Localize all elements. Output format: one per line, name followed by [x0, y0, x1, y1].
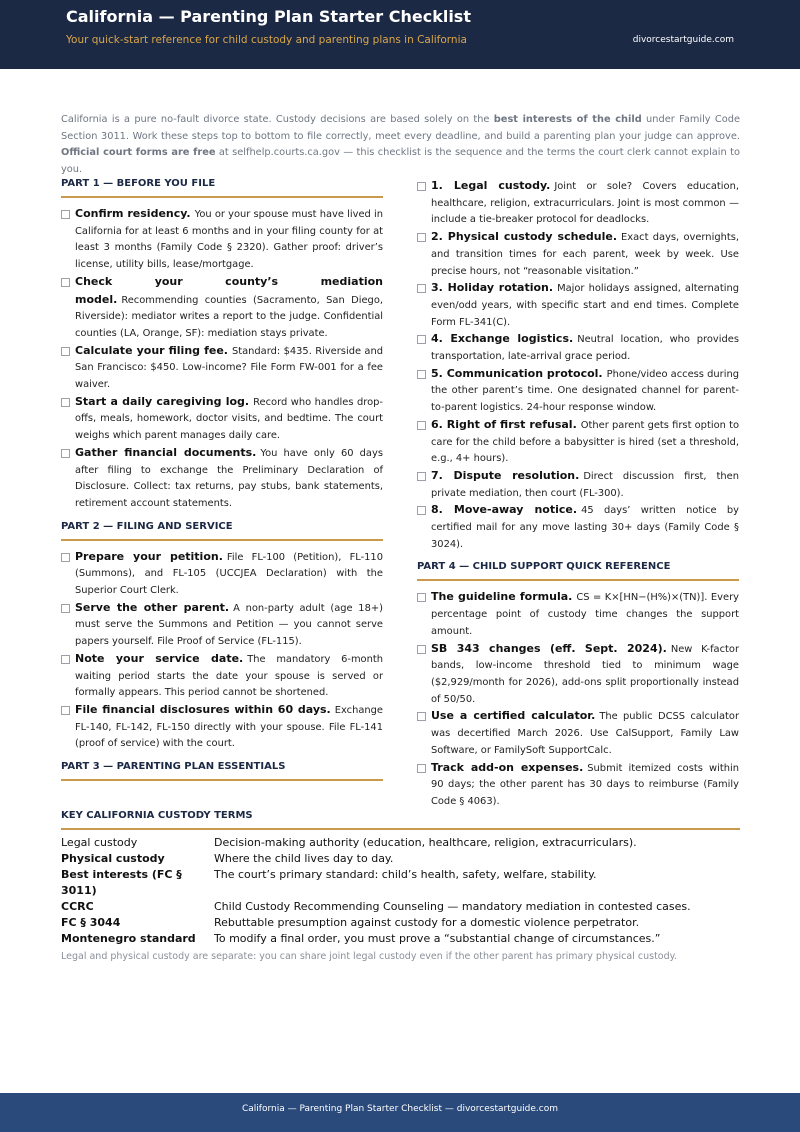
checklist-item-title: 3. Holiday rotation. — [431, 281, 554, 295]
checkbox[interactable] — [417, 421, 426, 430]
term-definition: Where the child lives day to day. — [214, 852, 394, 865]
checklist-item-title: File financial disclosures within 60 days. — [75, 702, 331, 716]
checkbox[interactable] — [417, 593, 426, 602]
checklist-item-title: 7. Dispute resolution. — [431, 468, 580, 482]
checkbox[interactable] — [417, 233, 426, 242]
part1-heading: PART 1 — BEFORE YOU FILE — [61, 178, 383, 198]
checklist-item-text: Record who handles drop-offs, meals, homework, doctor visits, and bedtime. The court weighs which parent manages daily care. — [75, 396, 383, 442]
term-name: Best interests (FC § 3011) — [61, 868, 182, 897]
checkbox[interactable] — [61, 210, 70, 219]
checklist-item — [417, 641, 739, 709]
part4-heading: PART 4 — CHILD SUPPORT QUICK REFERENCE — [417, 561, 739, 581]
checklist-item — [61, 651, 383, 702]
checklist-item — [61, 702, 383, 753]
part1-list — [61, 206, 383, 513]
checklist-item-title: 4. Exchange logistics. — [431, 332, 574, 346]
checklist-item-text: You or your spouse must have lived in California for at least 6 months and in your filing county for at least 3 months (Family Code § 2320). Gather proof: driver’s license, utility bills, lease/mortgage. — [75, 209, 383, 271]
term-name: Legal custody — [61, 836, 138, 849]
term-definition: Child Custody Recommending Counseling — mandatory mediation in contested cases. — [214, 900, 691, 913]
intro-text-1: California is a pure no-fault divorce state. Custody decisions are based solely on the — [61, 114, 494, 125]
term-row — [61, 931, 740, 947]
checklist-item-text: Neutral location, who provides transportation, late-arrival grace period. — [431, 334, 739, 363]
checklist-item-title: Gather financial documents. — [75, 445, 257, 459]
checkbox[interactable] — [61, 655, 70, 664]
intro-paragraph — [61, 112, 740, 178]
term-row — [61, 915, 740, 931]
checkbox[interactable] — [417, 506, 426, 515]
term-name: Physical custody — [61, 852, 165, 865]
term-row — [61, 851, 740, 867]
term-row — [61, 867, 740, 899]
checklist-item — [417, 280, 739, 331]
term-row — [61, 899, 740, 915]
checkbox[interactable] — [417, 335, 426, 344]
term-definition: To modify a final order, you must prove a “substantial change of circumstances.” — [214, 932, 661, 945]
checklist-item-title: Confirm residency. — [75, 207, 191, 220]
part2-heading: PART 2 — FILING AND SERVICE — [61, 521, 383, 541]
term-name: Montenegro standard — [61, 932, 196, 945]
checklist-item — [61, 343, 383, 394]
terms-list — [61, 835, 740, 947]
checklist-item-title: Calculate your filing fee. — [75, 343, 228, 357]
footer-text: California — Parenting Plan Starter Checklist — divorcestartguide.com — [241, 1104, 558, 1114]
checkbox[interactable] — [417, 764, 426, 773]
checklist-item-title: Start a daily caregiving log. — [75, 394, 250, 408]
checklist-item-title: Track add-on expenses. — [431, 760, 584, 774]
checkbox[interactable] — [417, 645, 426, 654]
checklist-item — [61, 445, 383, 513]
checklist-item-text: Joint or sole? Covers education, healthcare, religion, extracurriculars. Joint is most common — include a tie-breaker protocol for deadlocks. — [431, 181, 739, 226]
term-definition: Decision-making authority (education, healthcare, religion, extracurriculars). — [214, 836, 637, 849]
intro-text-3: at selfhelp.courts.ca.gov — this checklist is the sequence and the terms the court clerk cannot explain to you. — [61, 147, 740, 175]
term-name: CCRC — [61, 900, 94, 913]
terms-note: Legal and physical custody are separate: you can share joint legal custody even if the other parent has primary physical custody. — [61, 951, 677, 962]
checklist-item — [417, 760, 739, 811]
page-header — [0, 0, 800, 69]
checkbox[interactable] — [417, 370, 426, 379]
page-footer — [0, 1093, 800, 1132]
checkbox[interactable] — [417, 182, 426, 191]
checklist-item-text: Exact days, overnights, and transition times for each parent, week by week. Use precise hours, not “reasonable visitation.” — [431, 232, 739, 277]
checklist-item-text: File FL-100 (Petition), FL-110 (Summons), and FL-105 (UCCJEA Declaration) with the Superior Court Clerk. — [75, 551, 383, 597]
checkbox[interactable] — [61, 278, 70, 287]
checklist-item-title: Note your service date. — [75, 651, 244, 665]
term-name: FC § 3044 — [61, 916, 121, 929]
part2-list — [61, 549, 383, 753]
key-terms-section — [61, 810, 740, 964]
checklist-item-text: Other parent gets first option to care for the child before a babysitter is hired (set a threshold, e.g., 4+ hours). — [431, 419, 739, 465]
part4-list — [417, 589, 739, 810]
checkbox[interactable] — [417, 284, 426, 293]
checklist-item-title: 6. Right of first refusal. — [431, 417, 577, 431]
checklist-item-title: 1. Legal custody. — [431, 179, 551, 192]
checklist-item — [417, 589, 739, 640]
intro-bold-1: best interests of the child — [493, 114, 642, 125]
checklist-item-text: Standard: $435. Riverside and San Francisco: $450. Low-income? File Form FW-001 for a fee waiver. — [75, 345, 383, 391]
checklist-item-title: The guideline formula. — [431, 590, 573, 604]
checklist-item — [61, 600, 383, 651]
checklist-item-text: Recommending counties (Sacramento, San Diego, Riverside): mediator writes a report to the judge. Confidential counties (LA, Orange, SF): mediation stays private. — [75, 294, 383, 339]
checkbox[interactable] — [61, 347, 70, 356]
page-subtitle: Your quick-start reference for child custody and parenting plans in California — [66, 34, 467, 46]
checkbox[interactable] — [417, 712, 426, 721]
checklist-item-text: Major holidays assigned, alternating even/odd years, with specific start and end times. Complete Form FL-341(C). — [431, 283, 740, 328]
site-name: divorcestartguide.com — [632, 35, 734, 45]
checklist-item-title: Serve the other parent. — [75, 600, 230, 614]
checklist-item-text: Direct discussion first, then private mediation, then court (FL-300). — [431, 470, 739, 499]
checklist-item-text: Exchange FL-140, FL-142, FL-150 directly with your spouse. File FL-141 (proof of service) with the court. — [75, 704, 383, 750]
checklist-item-title: 8. Move-away notice. — [431, 503, 578, 517]
checklist-item — [417, 468, 739, 502]
checklist-item — [417, 502, 739, 553]
checklist-item-text: The mandatory 6-month waiting period starts the date your spouse is served or formally appears. This period cannot be shortened. — [75, 653, 383, 699]
checklist-item-text: Phone/video access during the other parent’s time. One designated channel for parent-to-parent logistics. 24-hour response window. — [431, 368, 739, 414]
checklist-item — [417, 708, 739, 759]
checklist-item-text: A non-party adult (age 18+) must serve the Summons and Petition — you cannot serve papers yourself. File Proof of Service (FL-115). — [75, 602, 383, 648]
part3-heading: PART 3 — PARENTING PLAN ESSENTIALS — [61, 761, 383, 781]
checklist-item-text: You have only 60 days after filing to exchange the Preliminary Declaration of Disclosure. Collect: tax returns, pay stubs, bank statements, retirement account statements. — [75, 447, 383, 509]
checklist-item — [61, 274, 383, 343]
checkbox[interactable] — [61, 449, 70, 458]
checklist-item-text: 45 days’ written notice by certified mail for any move lasting 30+ days (Family Code § 3024). — [431, 505, 740, 550]
checklist-item — [61, 394, 383, 445]
checklist-item — [417, 417, 739, 468]
right-column — [417, 178, 739, 811]
term-row — [61, 835, 740, 851]
checklist-item-text: Submit itemized costs within 90 days; the other parent has 30 days to reimburse (Family Code § 4063). — [431, 762, 739, 807]
checklist-item — [417, 229, 739, 280]
checklist-item-text: New K-factor bands, low-income threshold tied to minimum wage ($2,929/month for 2026), add-ons split proportionally instead of 50/50. — [431, 643, 740, 705]
left-column — [61, 178, 383, 789]
checklist-item — [61, 206, 383, 274]
checklist-item-title: 5. Communication protocol. — [431, 366, 603, 380]
checkbox[interactable] — [417, 472, 426, 481]
page-title: California — Parenting Plan Starter Checklist — [66, 7, 471, 26]
intro-text-2: under Family Code Section 3011. Work these steps top to bottom to file correctly, meet every deadline, and build a parenting plan your judge can approve. — [61, 114, 741, 142]
intro-bold-2: Official court forms are free — [61, 147, 216, 158]
checkbox[interactable] — [61, 398, 70, 407]
checklist-item — [417, 366, 739, 417]
term-definition: Rebuttable presumption against custody for a domestic violence perpetrator. — [214, 916, 640, 929]
checklist-item-title: Check your county’s mediation model. — [75, 274, 383, 306]
term-definition: The court’s primary standard: child’s health, safety, welfare, stability. — [214, 868, 597, 881]
checklist-item-title: Prepare your petition. — [75, 549, 223, 563]
terms-heading: KEY CALIFORNIA CUSTODY TERMS — [61, 810, 740, 830]
checklist-item-title: SB 343 changes (eff. Sept. 2024). — [431, 641, 667, 655]
checklist-item — [61, 549, 383, 600]
checkbox[interactable] — [61, 553, 70, 562]
checklist-item-text: CS = K×[HN−(H%)×(TN)]. Every percentage point of custody time changes the support amount. — [431, 592, 739, 637]
checkbox[interactable] — [61, 604, 70, 613]
checkbox[interactable] — [61, 706, 70, 715]
part3-list — [417, 178, 739, 553]
checklist-item — [417, 178, 739, 229]
checklist-item-text: The public DCSS calculator was decertified March 2026. Use CalSupport, Family Law Software, or FamilySoft SupportCalc. — [431, 711, 740, 756]
checklist-item-title: 2. Physical custody schedule. — [431, 230, 618, 244]
checklist-item-title: Use a certified calculator. — [431, 709, 596, 723]
checklist-item — [417, 331, 739, 365]
